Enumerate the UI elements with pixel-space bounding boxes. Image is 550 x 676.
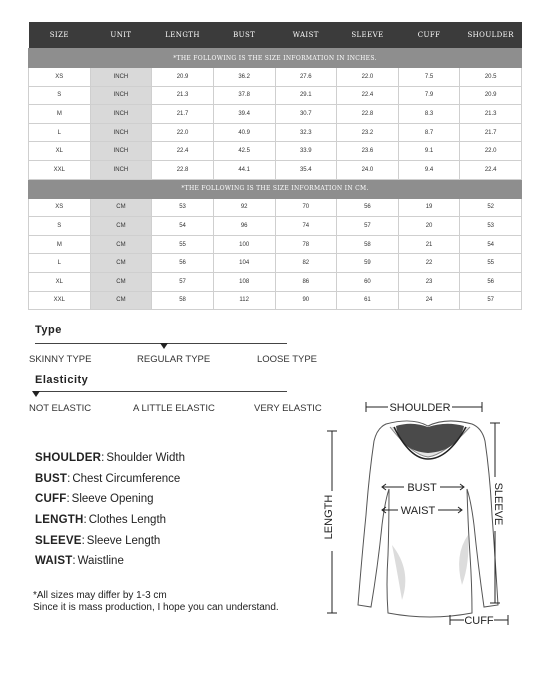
definition-waist bbox=[35, 551, 185, 572]
table-row bbox=[29, 142, 522, 161]
value-cell: 100 bbox=[213, 235, 275, 254]
value-cell: 58 bbox=[337, 235, 399, 254]
elasticity-option-little: A LITTLE ELASTIC bbox=[133, 403, 215, 414]
value-cell: 58 bbox=[152, 291, 214, 310]
elasticity-scale-line bbox=[33, 391, 287, 392]
unit-cell: CM bbox=[90, 272, 152, 291]
value-cell: 22.4 bbox=[337, 86, 399, 105]
elasticity-option-not: NOT ELASTIC bbox=[29, 403, 92, 414]
def-sep: : bbox=[83, 514, 87, 527]
value-cell: 37.8 bbox=[213, 86, 275, 105]
size-cell: L bbox=[29, 254, 91, 273]
def-value: Waistline bbox=[77, 555, 124, 568]
value-cell: 108 bbox=[213, 272, 275, 291]
def-value: Sleeve Opening bbox=[71, 493, 154, 506]
type-option-skinny: SKINNY TYPE bbox=[29, 354, 92, 365]
length-label: LENGTH bbox=[323, 494, 335, 540]
value-cell: 61 bbox=[337, 291, 399, 310]
value-cell: 8.3 bbox=[398, 105, 460, 124]
value-cell: 21.7 bbox=[460, 123, 522, 142]
value-cell: 29.1 bbox=[275, 86, 337, 105]
size-cell: S bbox=[29, 86, 91, 105]
waist-label: WAIST bbox=[400, 505, 436, 517]
value-cell: 30.7 bbox=[275, 105, 337, 124]
unit-cell: CM bbox=[90, 198, 152, 217]
table-row bbox=[29, 160, 522, 179]
def-key: LENGTH bbox=[35, 514, 84, 527]
unit-cell: CM bbox=[90, 217, 152, 236]
size-cell: L bbox=[29, 123, 91, 142]
header-waist: WAIST bbox=[275, 22, 337, 49]
definition-cuff bbox=[35, 489, 185, 510]
header-length: LENGTH bbox=[152, 22, 214, 49]
header-bust: BUST bbox=[213, 22, 275, 49]
value-cell: 55 bbox=[460, 254, 522, 273]
value-cell: 54 bbox=[152, 217, 214, 236]
value-cell: 22.0 bbox=[152, 123, 214, 142]
elasticity-selected-marker bbox=[32, 391, 40, 397]
def-sep: : bbox=[66, 493, 70, 506]
value-cell: 56 bbox=[337, 198, 399, 217]
def-value: Sleeve Length bbox=[86, 534, 161, 547]
value-cell: 53 bbox=[152, 198, 214, 217]
value-cell: 59 bbox=[337, 254, 399, 273]
value-cell: 90 bbox=[275, 291, 337, 310]
value-cell: 39.4 bbox=[213, 105, 275, 124]
value-cell: 20.5 bbox=[460, 68, 522, 87]
unit-cell: INCH bbox=[90, 86, 152, 105]
measurement-definitions bbox=[35, 448, 185, 572]
unit-cell: INCH bbox=[90, 142, 152, 161]
size-cell: XXL bbox=[29, 291, 91, 310]
value-cell: 22.4 bbox=[152, 142, 214, 161]
value-cell: 32.3 bbox=[275, 123, 337, 142]
value-cell: 52 bbox=[460, 198, 522, 217]
table-header-row bbox=[29, 22, 522, 49]
value-cell: 40.9 bbox=[213, 123, 275, 142]
value-cell: 8.7 bbox=[398, 123, 460, 142]
value-cell: 21.3 bbox=[152, 86, 214, 105]
def-key: SLEEVE bbox=[35, 534, 82, 547]
value-cell: 53 bbox=[460, 217, 522, 236]
table-row bbox=[29, 198, 522, 217]
value-cell: 42.5 bbox=[213, 142, 275, 161]
value-cell: 21.7 bbox=[152, 105, 214, 124]
definition-shoulder bbox=[35, 448, 185, 469]
table-row bbox=[29, 272, 522, 291]
unit-cell: INCH bbox=[90, 160, 152, 179]
def-sep: : bbox=[81, 534, 85, 547]
definition-length bbox=[35, 510, 185, 531]
value-cell: 22 bbox=[398, 254, 460, 273]
size-cell: M bbox=[29, 105, 91, 124]
value-cell: 70 bbox=[275, 198, 337, 217]
table-row bbox=[29, 86, 522, 105]
inch-note: *THE FOLLOWING IS THE SIZE INFORMATION IN INCHES. bbox=[29, 49, 522, 68]
size-cell: XL bbox=[29, 272, 91, 291]
size-table bbox=[28, 22, 522, 310]
value-cell: 20.9 bbox=[152, 68, 214, 87]
def-value: Shoulder Width bbox=[106, 452, 185, 465]
value-cell: 7.9 bbox=[398, 86, 460, 105]
value-cell: 22.4 bbox=[460, 160, 522, 179]
unit-cell: CM bbox=[90, 254, 152, 273]
value-cell: 24 bbox=[398, 291, 460, 310]
def-sep: : bbox=[67, 472, 71, 485]
table-row bbox=[29, 123, 522, 142]
size-chart bbox=[28, 22, 522, 310]
cm-note-row bbox=[29, 179, 522, 198]
def-key: BUST bbox=[35, 472, 68, 485]
mass-production-note: Since it is mass production, I hope you can understand. bbox=[33, 602, 279, 613]
unit-cell: CM bbox=[90, 235, 152, 254]
header-cuff: CUFF bbox=[398, 22, 460, 49]
def-sep: : bbox=[101, 452, 105, 465]
value-cell: 86 bbox=[275, 272, 337, 291]
value-cell: 20 bbox=[398, 217, 460, 236]
unit-cell: INCH bbox=[90, 105, 152, 124]
value-cell: 20.9 bbox=[460, 86, 522, 105]
size-cell: XL bbox=[29, 142, 91, 161]
table-row bbox=[29, 291, 522, 310]
sleeve-label: SLEEVE bbox=[492, 482, 504, 526]
type-option-regular: REGULAR TYPE bbox=[137, 354, 211, 365]
table-row bbox=[29, 235, 522, 254]
value-cell: 55 bbox=[152, 235, 214, 254]
value-cell: 92 bbox=[213, 198, 275, 217]
value-cell: 112 bbox=[213, 291, 275, 310]
shoulder-label: SHOULDER bbox=[389, 402, 451, 414]
def-key: SHOULDER bbox=[35, 452, 102, 465]
value-cell: 9.4 bbox=[398, 160, 460, 179]
value-cell: 57 bbox=[152, 272, 214, 291]
value-cell: 33.9 bbox=[275, 142, 337, 161]
header-unit: UNIT bbox=[90, 22, 152, 49]
value-cell: 9.1 bbox=[398, 142, 460, 161]
unit-cell: CM bbox=[90, 291, 152, 310]
elasticity-option-very: VERY ELASTIC bbox=[254, 403, 322, 414]
garment-diagram bbox=[322, 395, 522, 635]
value-cell: 27.6 bbox=[275, 68, 337, 87]
table-row bbox=[29, 217, 522, 236]
value-cell: 36.2 bbox=[213, 68, 275, 87]
size-tolerance-note: *All sizes may differ by 1-3 cm bbox=[33, 590, 167, 601]
size-cell: XXL bbox=[29, 160, 91, 179]
value-cell: 35.4 bbox=[275, 160, 337, 179]
def-sep: : bbox=[72, 555, 76, 568]
value-cell: 56 bbox=[460, 272, 522, 291]
size-cell: XS bbox=[29, 68, 91, 87]
value-cell: 23 bbox=[398, 272, 460, 291]
table-row bbox=[29, 254, 522, 273]
table-body bbox=[29, 49, 522, 310]
value-cell: 19 bbox=[398, 198, 460, 217]
cm-note: *THE FOLLOWING IS THE SIZE INFORMATION IN CM. bbox=[29, 179, 522, 198]
table-row bbox=[29, 68, 522, 87]
value-cell: 104 bbox=[213, 254, 275, 273]
header-size: SIZE bbox=[29, 22, 91, 49]
value-cell: 22.8 bbox=[337, 105, 399, 124]
value-cell: 78 bbox=[275, 235, 337, 254]
definition-bust bbox=[35, 469, 185, 490]
unit-cell: INCH bbox=[90, 68, 152, 87]
value-cell: 21.3 bbox=[460, 105, 522, 124]
value-cell: 23.6 bbox=[337, 142, 399, 161]
definition-sleeve bbox=[35, 530, 185, 551]
bust-label: BUST bbox=[407, 482, 437, 494]
value-cell: 57 bbox=[460, 291, 522, 310]
cuff-label: CUFF bbox=[464, 615, 494, 627]
value-cell: 22.8 bbox=[152, 160, 214, 179]
value-cell: 56 bbox=[152, 254, 214, 273]
value-cell: 60 bbox=[337, 272, 399, 291]
value-cell: 74 bbox=[275, 217, 337, 236]
size-cell: S bbox=[29, 217, 91, 236]
value-cell: 23.2 bbox=[337, 123, 399, 142]
type-selected-marker bbox=[160, 343, 168, 349]
def-key: WAIST bbox=[35, 555, 73, 568]
size-cell: XS bbox=[29, 198, 91, 217]
value-cell: 96 bbox=[213, 217, 275, 236]
def-key: CUFF bbox=[35, 493, 67, 506]
header-sleeve: SLEEVE bbox=[337, 22, 399, 49]
value-cell: 22.0 bbox=[337, 68, 399, 87]
value-cell: 44.1 bbox=[213, 160, 275, 179]
value-cell: 54 bbox=[460, 235, 522, 254]
value-cell: 22.0 bbox=[460, 142, 522, 161]
header-shoulder: SHOULDER bbox=[460, 22, 522, 49]
def-value: Chest Circumference bbox=[72, 472, 181, 485]
value-cell: 57 bbox=[337, 217, 399, 236]
type-option-loose: LOOSE TYPE bbox=[257, 354, 318, 365]
inch-note-row bbox=[29, 49, 522, 68]
value-cell: 82 bbox=[275, 254, 337, 273]
elasticity-title: Elasticity bbox=[35, 374, 89, 386]
size-cell: M bbox=[29, 235, 91, 254]
value-cell: 7.5 bbox=[398, 68, 460, 87]
value-cell: 21 bbox=[398, 235, 460, 254]
table-row bbox=[29, 105, 522, 124]
value-cell: 24.0 bbox=[337, 160, 399, 179]
def-value: Clothes Length bbox=[88, 514, 167, 527]
unit-cell: INCH bbox=[90, 123, 152, 142]
type-title: Type bbox=[35, 324, 62, 336]
